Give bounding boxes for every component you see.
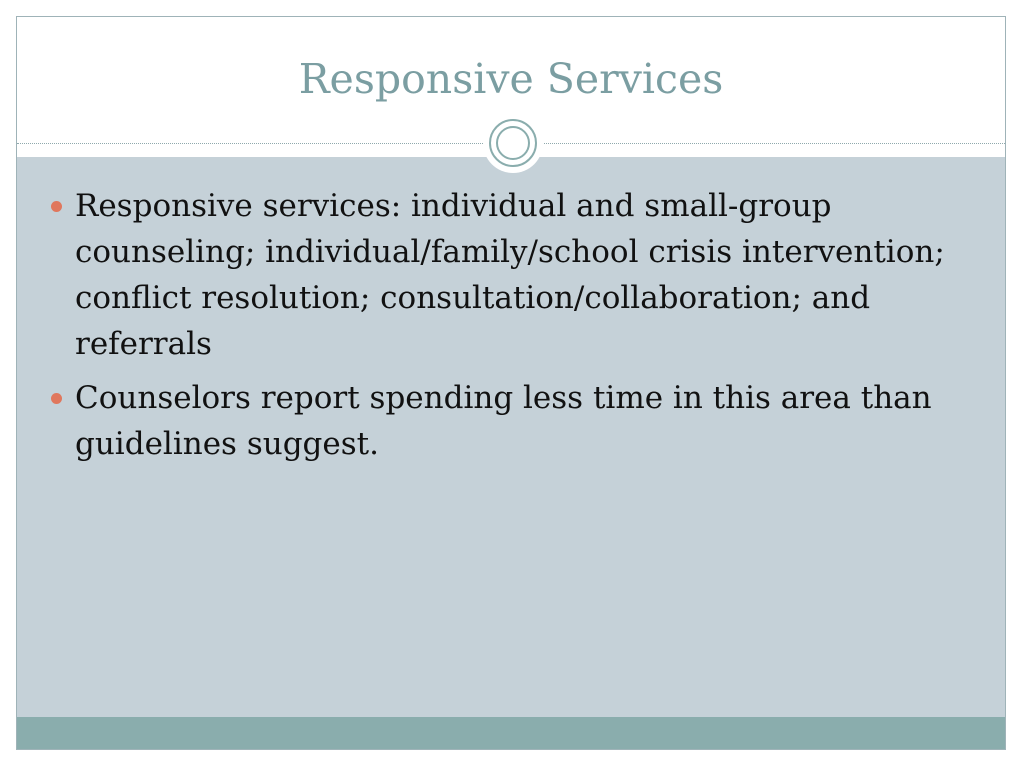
ornament-outer-ring <box>489 119 537 167</box>
ornament-inner-ring <box>496 126 530 160</box>
slide <box>16 16 1006 750</box>
slide-title: Responsive Services <box>298 55 724 103</box>
bottom-bar <box>17 717 1005 750</box>
bullet-dot-icon <box>51 393 62 404</box>
bullet-item <box>51 183 951 367</box>
bullet-item <box>51 375 951 467</box>
bullet-list <box>51 183 951 475</box>
circle-ornament-icon <box>483 113 543 173</box>
bullet-dot-icon <box>51 201 62 212</box>
bullet-text: Counselors report spending less time in this area than guidelines suggest. <box>75 380 932 462</box>
bullet-text: Responsive services: individual and small-group counseling; individual/family/school crisis intervention; conflict resolution; consultation/collaboration; and referrals <box>75 188 945 362</box>
